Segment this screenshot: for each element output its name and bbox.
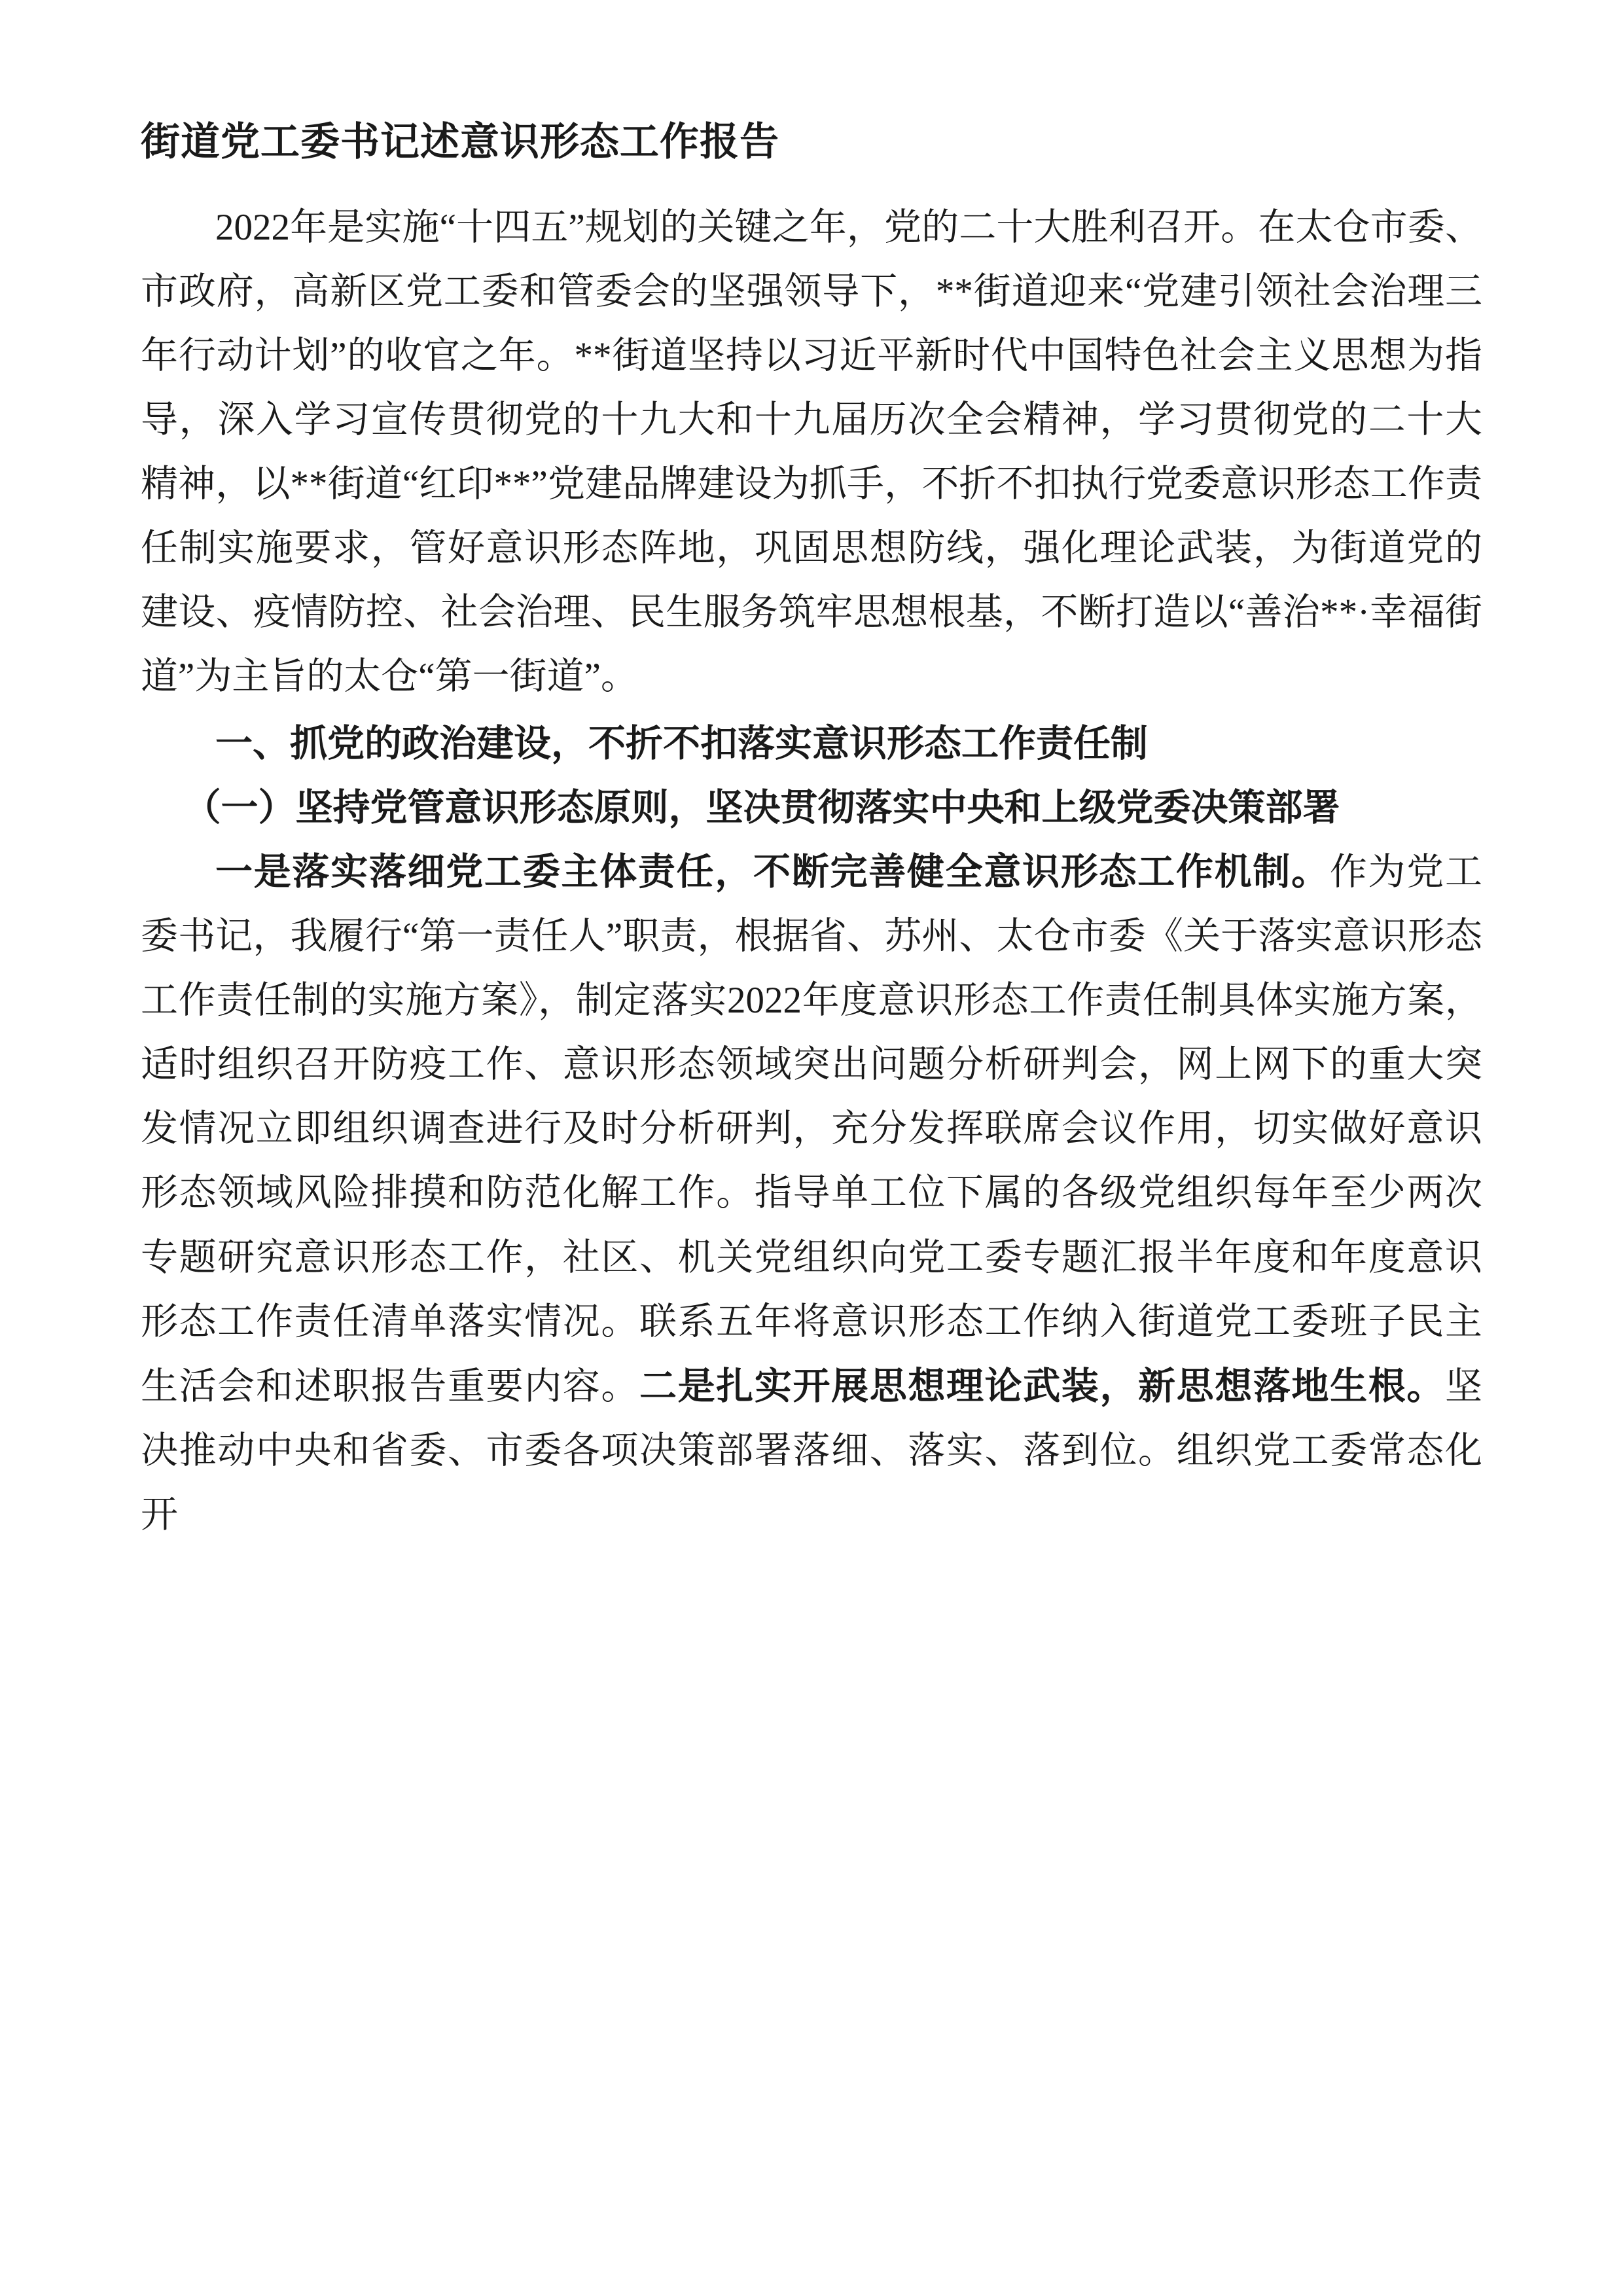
section-heading-1: 一、抓党的政治建设，不折不扣落实意识形态工作责任制 — [215, 723, 1148, 765]
page-title: 街道党工委书记述意识形态工作报告 — [141, 120, 779, 164]
paragraph-body-1 — [141, 840, 1482, 1547]
paragraph-intro: 2022年是实施“十四五”规划的关键之年，党的二十大胜利召开。在太仓市委、市政府，高新区党工委和管委会的坚强领导下，**街道迎来“党建引领社会治理三年行动计划”的收官之年。**街道坚持以习近平新时代中国特色社会主义思想为指导，深入学习宣传贯彻党的十九大和十九届历次全会精神，学习贯彻党的二十大精神，以**街道“红印**”党建品牌建设为抓手，不折不扣执行党委意识形态工作责任制实施要求，管好意识形态阵地，巩固思想防线，强化理论武装，为街道党的建设、疫情防控、社会治理、民生服务筑牢思想根基，不断打造以“善治**·幸福街道”为主旨的太仓“第一街道”。 — [141, 207, 1482, 698]
text-run: 作为党工委书记，我履行“第一责任人”职责，根据省、苏州、太仓市委《关于落实意识形态工作责任制的实施方案》，制定落实2022年度意识形态工作责任制具体实施方案，适时组织召开防疫工作、意识形态领域突出问题分析研判会，网上网下的重大突发情况立即组织调查进行及时分析研判，充分发挥联席会议作用，切实做好意识形态领域风险排摸和防范化解工作。指导单工位下属的各级党组织每年至少两次专题研究意识形态工作，社区、机关党组织向党工委专题汇报半年度和年度意识形态工作责任清单落实情况。联系五年将意识形态工作纳入街道党工委班子民主生活会和述职报告重要内容。 — [141, 852, 1482, 1407]
emphasis-run: 一是落实落细党工委主体责任，不断完善健全意识形态工作机制。 — [215, 851, 1330, 893]
emphasis-run: 二是扎实开展思想理论武装，新思想落地生根。 — [639, 1365, 1446, 1407]
section-heading-2: （一）坚持党管意识形态原则，坚决贯彻落实中央和上级党委决策部署 — [183, 787, 1340, 829]
text-run: 坚决推动中央和省委、市委各项决策部署落细、落实、落到位。组织党工委常态化开 — [141, 1365, 1483, 1535]
